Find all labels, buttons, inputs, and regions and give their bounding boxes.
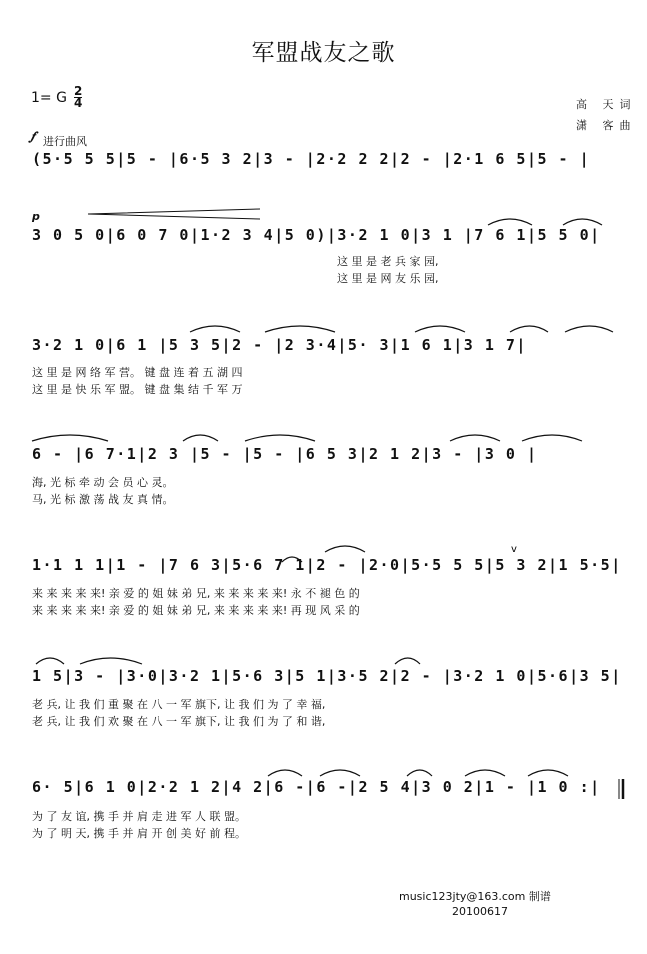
system-6-lyrics-verse-1: 老 兵, 让 我 们 重 聚 在 八 一 军 旗下, 让 我 们 为 了 幸 福, <box>32 698 326 711</box>
system-4-notes: 6 - |6 7·1|2 3 |5 - |5 - |6 5 3|2 1 2|3 - |3 0 | <box>32 445 538 463</box>
system-6-notes: 1 5|3 - |3·0|3·2 1|5·6 3|5 1|3·5 2|2 - |3·2 1 0|5·6|3 5| <box>32 667 622 685</box>
system-7-lyrics-verse-2: 为 了 明 天, 携 手 并 肩 开 创 美 好 前 程。 <box>32 827 246 840</box>
system-5-lyrics-verse-1: 来 来 来 来 来! 亲 爱 的 姐 妹 弟 兄, 来 来 来 来 来! 永 不 褪 色 的 <box>32 587 360 600</box>
composer: 潇 客曲 <box>576 119 637 132</box>
final-repeat-barline-icon <box>619 779 623 799</box>
dynamic-forte-icon: 𝆑 <box>31 129 35 143</box>
system-2-lyrics-verse-2: 这 里 是 网 友 乐 园, <box>337 272 439 285</box>
tempo-marking: 进行曲风 <box>43 135 87 148</box>
time-signature-bottom: 4 <box>74 96 83 110</box>
system-3-notes: 3·2 1 0|6 1 |5 3 5|2 - |2 3·4|5· 3|1 6 1|3 1 7| <box>32 336 527 354</box>
key-signature: 1= G <box>31 90 67 106</box>
time-signature-top: 2 <box>74 84 83 98</box>
lyricist: 高 天词 <box>576 98 637 111</box>
system-7-notes: 6· 5|6 1 0|2·2 1 2|4 2|6 -|6 -|2 5 4|3 0 2|1 - |1 0 :| <box>32 778 601 796</box>
system-2-notes: 3 0 5 0|6 0 7 0|1·2 3 4|5 0)|3·2 1 0|3 1 |7 6 1|5 5 0| <box>32 226 601 244</box>
slur-marks <box>32 219 613 776</box>
system-3-lyrics-verse-2: 这 里 是 快 乐 军 盟。 键 盘 集 结 千 军 万 <box>32 383 243 396</box>
footer-date: 20100617 <box>452 905 508 918</box>
system-7-lyrics-verse-1: 为 了 友 谊, 携 手 并 肩 走 进 军 人 联 盟。 <box>32 810 246 823</box>
dynamic-piano-icon: p <box>32 210 40 223</box>
system-4-lyrics-verse-1: 海, 光 标 牵 动 会 员 心 灵。 <box>32 476 174 489</box>
system-5-notes: 1·1 1 1|1 - |7 6 3|5·6 7 1|2 - |2·0|5·5 5 5|5 3 2|1 5·5| <box>32 556 622 574</box>
system-4-lyrics-verse-2: 马, 光 标 激 荡 战 友 真 情。 <box>32 493 174 506</box>
breath-mark-icon: v <box>511 544 517 555</box>
page-title: 军盟战友之歌 <box>251 40 396 66</box>
system-1-notes: (5·5 5 5|5 - |6·5 3 2|3 - |2·2 2 2|2 - |2·1 6 5|5 - | <box>32 150 591 168</box>
system-6-lyrics-verse-2: 老 兵, 让 我 们 欢 聚 在 八 一 军 旗下, 让 我 们 为 了 和 谐, <box>32 715 326 728</box>
system-3-lyrics-verse-1: 这 里 是 网 络 军 营。 键 盘 连 着 五 湖 四 <box>32 366 243 379</box>
decrescendo-hairpin-icon <box>88 209 260 219</box>
system-5-lyrics-verse-2: 来 来 来 来 来! 亲 爱 的 姐 妹 弟 兄, 来 来 来 来 来! 再 现 风 采 的 <box>32 604 360 617</box>
footer-credit: music123jty@163.com 制谱 <box>399 890 551 903</box>
system-2-lyrics-verse-1: 这 里 是 老 兵 家 园, <box>337 255 439 268</box>
